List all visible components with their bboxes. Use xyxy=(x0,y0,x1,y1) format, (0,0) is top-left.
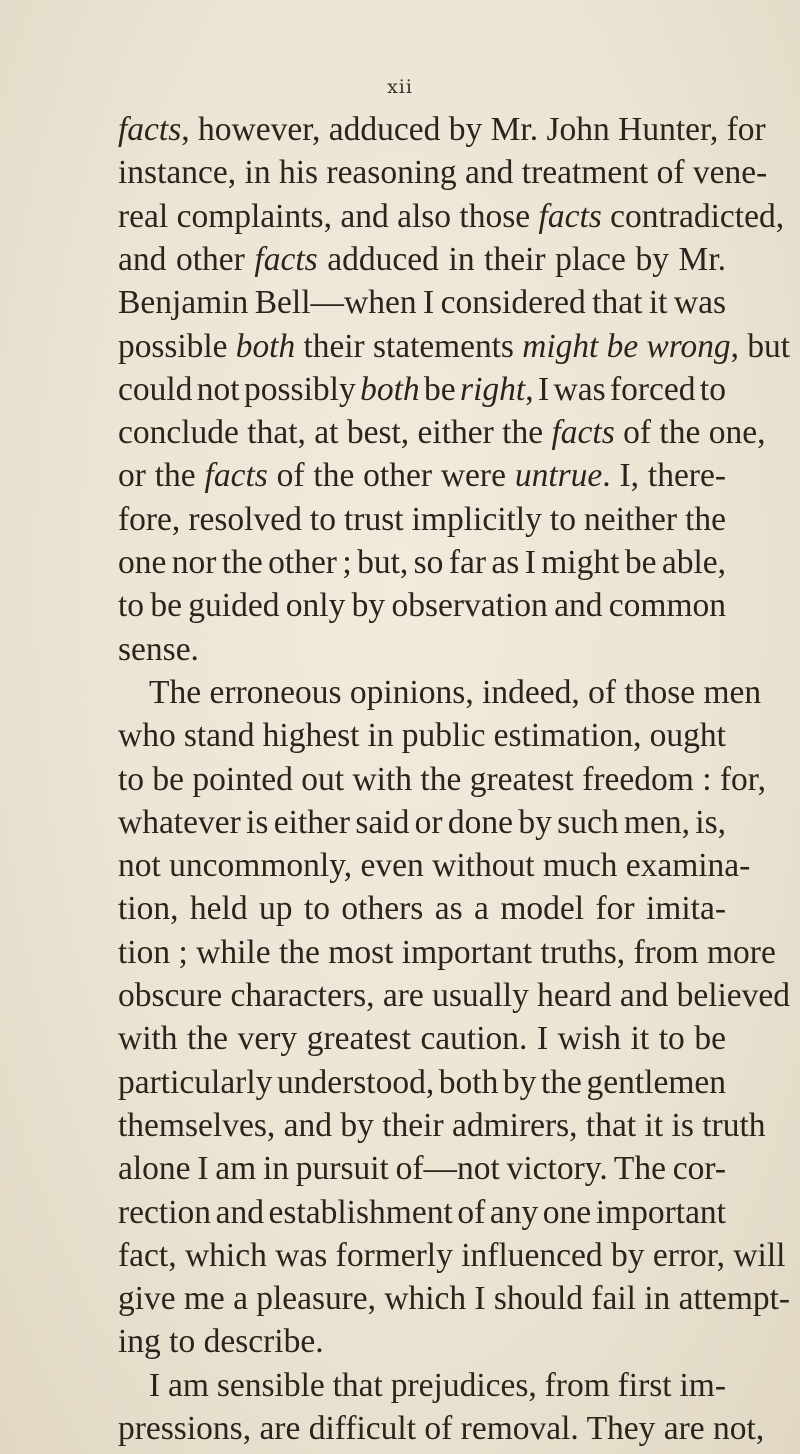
page-number: xii xyxy=(387,76,413,98)
text-line xyxy=(118,1061,726,1104)
text-line xyxy=(118,454,726,497)
text-line xyxy=(118,584,726,627)
text-span: whatever is either said or done by such men, is, xyxy=(118,803,726,841)
text-span: one nor the other ; but, so far as I might be able, xyxy=(118,544,726,581)
text-line xyxy=(118,974,790,1017)
text-span: particularly understood, both by the gentlemen xyxy=(118,1063,726,1101)
text-line xyxy=(118,1407,764,1450)
text-span: rection and establishment of any one important xyxy=(118,1193,726,1231)
text-span: Benjamin Bell—when I considered that it was xyxy=(118,284,726,322)
text-span: , however, adduced by Mr. John Hunter, for xyxy=(181,111,766,148)
italic-text: both xyxy=(360,370,420,408)
italic-text: facts xyxy=(551,414,615,452)
text-span: , but xyxy=(730,327,790,365)
text-line xyxy=(118,1234,785,1277)
text-span: fore, resolved to trust implicitly to neither the xyxy=(118,500,726,538)
text-line xyxy=(118,498,726,541)
text-line xyxy=(118,1147,726,1190)
text-span: or the xyxy=(118,457,205,495)
italic-text: untrue xyxy=(514,457,603,495)
italic-text: right xyxy=(460,370,526,408)
text-span: . I, there- xyxy=(602,457,726,495)
text-span: who stand highest in public estimation, ought xyxy=(118,717,726,755)
italic-text: facts xyxy=(254,240,318,278)
italic-text: both xyxy=(235,327,296,365)
text-line xyxy=(118,1104,766,1147)
text-span: could not possibly xyxy=(118,370,361,408)
text-line xyxy=(118,801,726,844)
text-span: tion, held up to others as a model for imita- xyxy=(118,890,726,928)
text-line xyxy=(118,411,765,454)
text-line xyxy=(118,714,726,757)
italic-text: facts xyxy=(538,197,602,235)
text-span: I am sensible that prejudices, from first im- xyxy=(149,1366,726,1404)
text-span: obscure characters, are usually heard and believed xyxy=(118,977,790,1014)
text-line xyxy=(118,931,776,974)
text-span: themselves, and by their admirers, that it is truth xyxy=(118,1106,766,1144)
text-span: be xyxy=(419,370,461,408)
text-span: adduced in their place by Mr. xyxy=(317,240,727,278)
text-span: , I was forced to xyxy=(525,370,726,408)
text-span: possible xyxy=(118,327,236,365)
text-span: pressions, are difficult of removal. They are not, xyxy=(118,1410,765,1447)
text-line xyxy=(118,195,784,238)
text-span: to be guided only by observation and common xyxy=(118,587,726,625)
text-line xyxy=(118,325,790,368)
text-line xyxy=(118,541,726,584)
text-line xyxy=(118,887,726,930)
text-line xyxy=(118,844,750,887)
text-span: sense. xyxy=(118,630,199,668)
italic-text: might be wrong xyxy=(522,327,731,365)
text-line xyxy=(118,368,726,411)
text-line xyxy=(118,238,726,281)
text-span: instance, in his reasoning and treatment of vene- xyxy=(118,154,768,192)
text-span: alone I am in pursuit of—not victory. The cor- xyxy=(118,1150,726,1188)
italic-text: facts xyxy=(118,111,182,148)
text-span: their statements xyxy=(295,327,523,365)
italic-text: facts xyxy=(204,457,268,495)
text-span: real complaints, and also those xyxy=(118,197,539,235)
text-span: give me a pleasure, which I should fail in attempt- xyxy=(118,1280,790,1318)
text-line xyxy=(118,1017,726,1060)
text-line xyxy=(149,671,761,714)
text-span: The erroneous opinions, indeed, of those men xyxy=(149,673,762,711)
text-line xyxy=(118,628,199,671)
text-span: and other xyxy=(118,240,255,278)
text-span: fact, which was formerly influenced by error, will xyxy=(118,1236,786,1274)
text-span: conclude that, at best, either the xyxy=(118,414,552,452)
text-span: ing to describe. xyxy=(118,1323,324,1361)
text-span: of the other were xyxy=(267,457,515,495)
text-span: to be pointed out with the greatest freedom : for, xyxy=(118,760,766,798)
text-line xyxy=(118,281,726,324)
text-line xyxy=(118,108,766,151)
text-line xyxy=(118,151,767,194)
text-span: tion ; while the most important truths, from more xyxy=(118,933,776,971)
text-span: not uncommonly, even without much examina- xyxy=(118,847,751,885)
text-line xyxy=(118,1277,790,1320)
text-line xyxy=(118,1320,324,1363)
text-span: of the one, xyxy=(614,414,766,452)
text-line xyxy=(149,1364,726,1407)
text-span: with the very greatest caution. I wish it to be xyxy=(118,1020,726,1058)
text-span: contradicted, xyxy=(601,197,785,235)
text-line xyxy=(118,758,766,801)
text-line xyxy=(118,1191,726,1234)
